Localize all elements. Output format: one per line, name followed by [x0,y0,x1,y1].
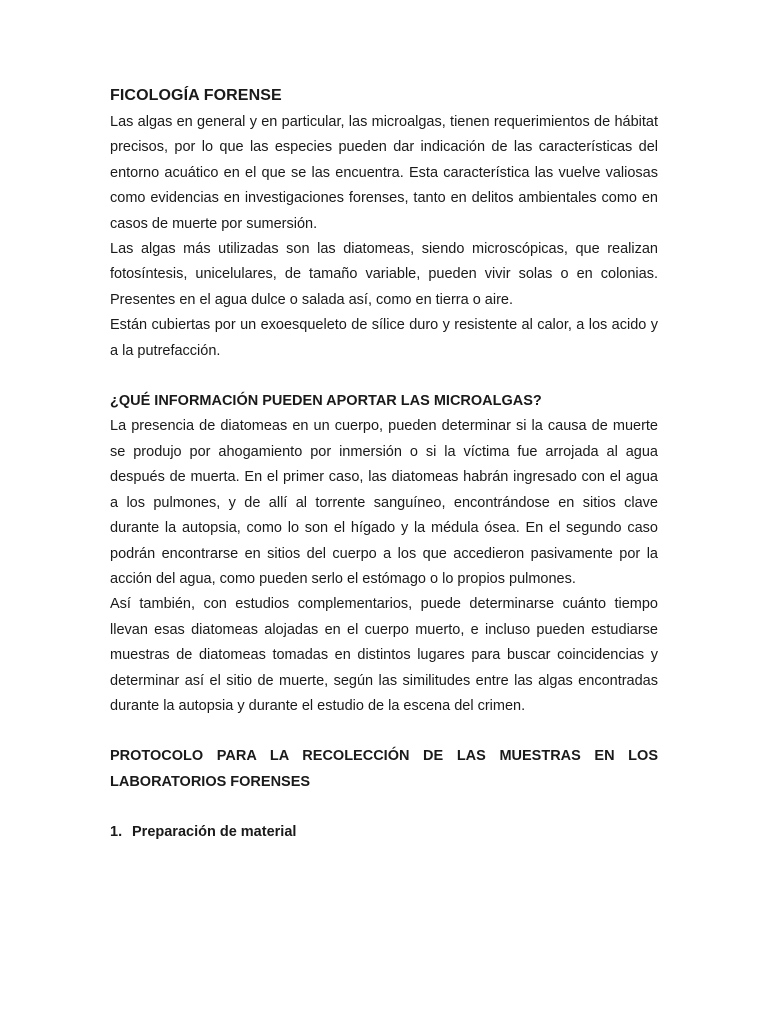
list-item-number: 1. [110,824,123,841]
intro-paragraph-3: Están cubiertas por un exoesqueleto de sílice duro y resistente al calor, a los acido y a la putrefacción. [110,317,658,359]
section1-paragraph-1: La presencia de diatomeas en un cuerpo, pueden determinar si la causa de muerte se produjo por ahogamiento por inmersión o si la víctima fue arrojada al agua después de muerta. En el primer caso, las diatomeas habrán ingresado con el agua a los pulmones, y de allí al torrente sanguíneo, encontrándose en sitios clave durante la autopsia, como lo son el hígado y la médula ósea. En el segundo caso podrán encontrarse en sitios del cuerpo a los que accedieron pasivamente por la acción del agua, como pueden serlo el estómago o lo propios pulmones. [110,418,658,587]
section1-paragraph-2: Así también, con estudios complementarios, puede determinarse cuánto tiempo llevan esas diatomeas alojadas en el cuerpo muerto, e incluso pueden estudiarse muestras de diatomeas tomadas en distintos lugares para buscar coincidencias y determinar así el sitio de muerte, según las similitudes entre las algas encontradas durante la autopsia y durante el estudio de la escena del crimen. [110,596,658,714]
section-heading-microalgas: ¿QUÉ INFORMACIÓN PUEDEN APORTAR LAS MICROALGAS? [110,393,542,410]
list-item-label: Preparación de material [132,824,297,841]
numbered-list-item [110,820,658,845]
document-body [110,84,658,846]
spacer [110,364,658,389]
intro-paragraph-2: Las algas más utilizadas son las diatomeas, siendo microscópicas, que realizan fotosíntesis, unicelulares, de tamaño variable, pueden vivir solas o en colonias. Presentes en el agua dulce o salada así, como en tierra o aire. [110,241,658,308]
spacer [110,719,658,744]
spacer [110,795,658,820]
document-title: FICOLOGÍA FORENSE [110,87,282,104]
section-heading-protocolo: PROTOCOLO PARA LA RECOLECCIÓN DE LAS MUESTRAS EN LOS LABORATORIOS FORENSES [110,748,658,790]
intro-paragraph-1: Las algas en general y en particular, las microalgas, tienen requerimientos de hábitat precisos, por lo que las especies pueden dar indicación de las características del entorno acuático en el que se las encuentra. Esta característica las vuelve valiosas como evidencias en investigaciones forenses, tanto en delitos ambientales como en casos de muerte por sumersión. [110,114,658,232]
